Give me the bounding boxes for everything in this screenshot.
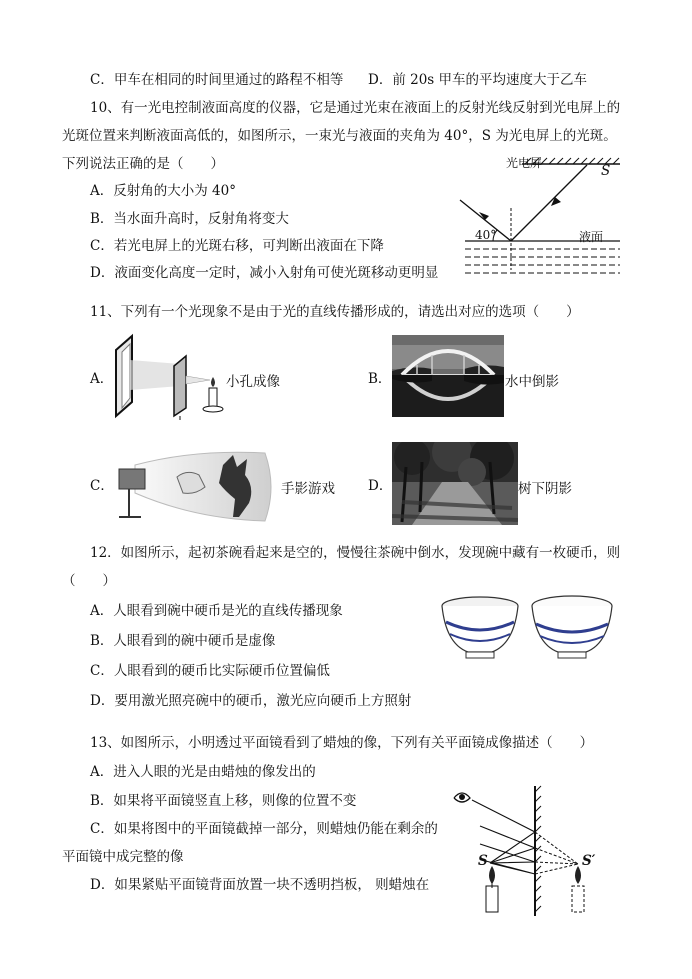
q12-option-d: D．要用激光照亮碗中的硬币，激光应向硬币上方照射 (90, 693, 412, 709)
q11-stem: 11、下列有一个光现象不是由于光的直线传播形成的，请选出对应的选项（ ） (90, 304, 580, 320)
tea-bowls-figure (438, 594, 618, 664)
tree-shadow-image (392, 442, 518, 525)
q11-option-b-caption: 水中倒影 (505, 374, 559, 390)
q13-option-a: A．进入人眼的光是由蜡烛的像发出的 (90, 764, 316, 780)
q11-option-c-letter: C． (90, 478, 114, 494)
q11-option-c-caption: 手影游戏 (281, 481, 335, 497)
q13-option-d: D．如果紧贴平面镜背面放置一块不透明挡板， 则蜡烛在 (90, 877, 430, 893)
q13-option-c-line2: 平面镜中成完整的像 (62, 849, 184, 865)
q9-option-d: D．前 20s 甲车的平均速度大于乙车 (368, 72, 588, 88)
q13-object-label: S (478, 853, 488, 869)
q12-option-a: A．人眼看到碗中硬币是光的直线传播现象 (90, 603, 343, 619)
q10-option-d: D．液面变化高度一定时，减小入射角可使光斑移动更明显 (90, 265, 439, 281)
q9-option-c: C．甲车在相同的时间里通过的路程不相等 (90, 72, 344, 88)
q11-option-b-letter: B． (368, 371, 392, 387)
q12-option-b: B．人眼看到的碗中硬币是虚像 (90, 633, 276, 649)
q13-image-label: S′ (582, 853, 596, 869)
q13-option-b: B．如果将平面镜竖直上移，则像的位置不变 (90, 793, 357, 809)
q10-angle-label: 40° (475, 228, 497, 242)
q10-screen-label: 光电屏 (506, 156, 543, 170)
q10-stem-line1: 10、有一光电控制液面高度的仪器，它是通过光束在液面上的反射光线反射到光电屏上的 (90, 100, 621, 116)
q10-spot-label: S (601, 163, 611, 179)
q12-stem-line2: （ ） (62, 573, 116, 589)
coin-bowl (532, 596, 612, 658)
q10-stem-line2: 光斑位置来判断液面高低的，如图所示，一束光与液面的夹角为 40°，S 为光电屏上的光斑。 (62, 128, 617, 144)
hand-shadow-image (115, 447, 277, 525)
q12-option-c: C．人眼看到的硬币比实际硬币位置偏低 (90, 663, 330, 679)
q10-stem-line3: 下列说法正确的是（ ） (62, 156, 224, 172)
q11-option-d-letter: D． (368, 478, 393, 494)
q10-liquid-label: 液面 (579, 230, 604, 244)
q10-option-a: A．反射角的大小为 40° (90, 183, 236, 199)
empty-bowl (442, 597, 518, 658)
q11-option-a-letter: A． (90, 371, 114, 387)
q10-option-c: C．若光电屏上的光斑右移，可判断出液面在下降 (90, 238, 384, 254)
q13-stem: 13、如图所示，小明透过平面镜看到了蜡烛的像，下列有关平面镜成像描述（ ） (90, 735, 594, 751)
q11-option-a-caption: 小孔成像 (226, 374, 280, 390)
q10-option-b: B．当水面升高时，反射角将变大 (90, 211, 289, 227)
pinhole-imaging-image (108, 330, 233, 422)
water-reflection-image (392, 335, 504, 417)
q11-option-d-caption: 树下阴影 (518, 481, 572, 497)
q13-option-c-line1: C．如果将图中的平面镜截掉一部分，则蜡烛仍能在剩余的 (90, 821, 438, 837)
plane-mirror-figure (450, 778, 600, 918)
q12-stem-line1: 12．如图所示，起初茶碗看起来是空的，慢慢往茶碗中倒水，发现碗中藏有一枚硬币，则 (90, 545, 621, 561)
